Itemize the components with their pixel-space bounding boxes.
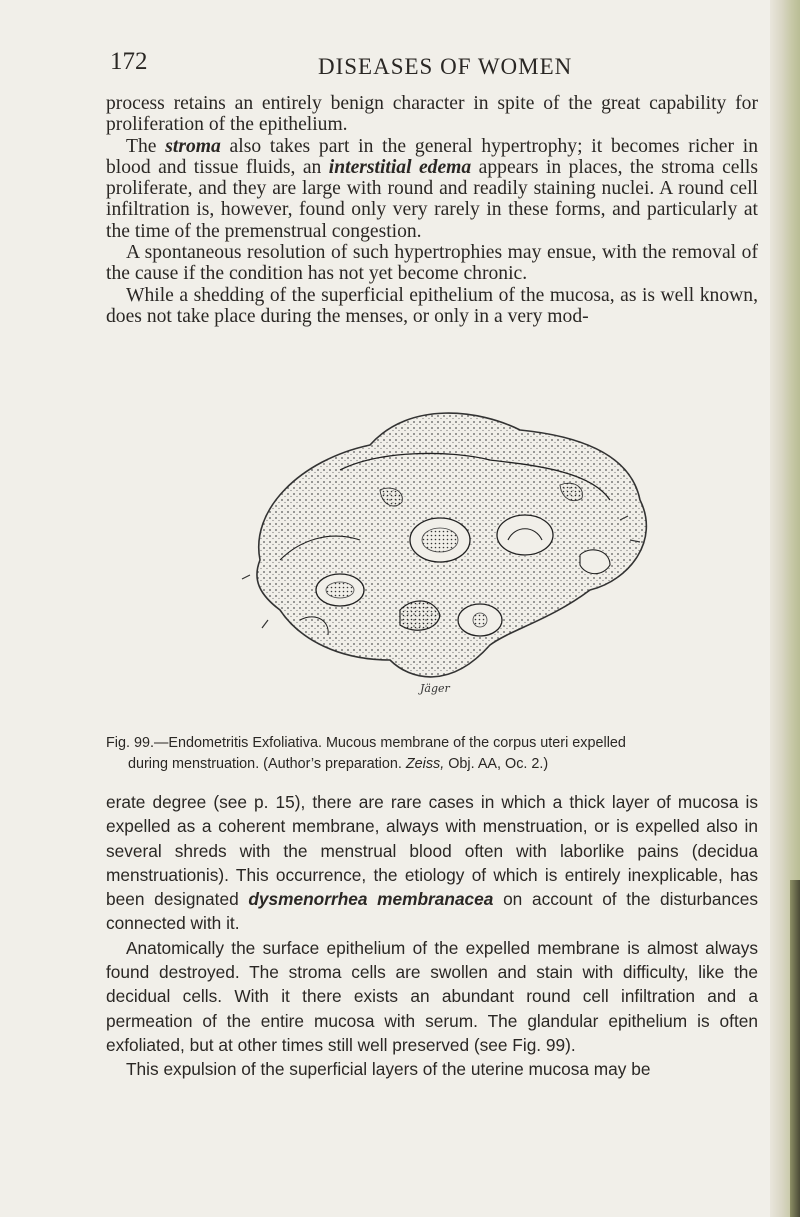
artist-signature: Jäger [420,682,450,695]
figure-caption [106,733,758,775]
caption-line-1: Fig. 99.—Endometritis Exfoliativa. Mucous membrane of the corpus uteri expelled [106,735,626,751]
page-header [110,48,760,82]
paragraph-3: A spontaneous resolution of such hypertrophies may ensue, with the removal of the cause if the condition has not yet become chronic. [106,242,758,285]
page-number: 172 [110,48,148,75]
paragraph-6: Anatomically the surface epithelium of the expelled membrane is almost always found destroyed. The stroma cells are swollen and stain with difficulty, like the decidual cells. With it there exists an abundant round cell infiltration and a permeation of the entire mucosa with serum. The glandular epithelium is often exfoliated, but at other times still well preserved (see Fig. 99). [106,937,758,1055]
page-edge-dark [790,880,800,1217]
paragraph-7: This expulsion of the superficial layers of the uterine mucosa may be [126,1059,651,1080]
paragraph-4: While a shedding of the superficial epithelium of the mucosa, as is well known, does not take place during the menses, or only in a very mod- [106,284,758,327]
histology-drawing [190,390,670,710]
paragraph-2: The stroma also takes part in the general hypertrophy; it becomes richer in blood and tissue fluids, an interstitial edema appears in places, the stroma cells proliferate, and they are large with round and readily staining nuclei. A round cell infiltration is, however, found only very rarely in these forms, and particularly at the time of the premenstrual congestion. [106,135,758,242]
paragraph-1: process retains an entirely benign character in spite of the great capability for proliferation of the epithelium. [106,93,758,136]
term-interstitial-edema: interstitial edema [328,156,472,178]
term-dysmenorrhea-membranacea: dysmenorrhea membranacea [248,889,494,910]
upper-body-text [106,93,758,327]
caption-microscope: Zeiss, [405,756,445,772]
figure-99-illustration [190,390,670,710]
lower-body-text [106,790,758,1082]
running-head: DISEASES OF WOMEN [318,54,573,79]
paragraph-5: erate degree (see p. 15), there are rare cases in which a thick layer of mucosa is expelled as a coherent membrane, always with menstruation, or is expelled also in several shreds with the menstrual blood often with laborlike pains (decidua menstruationis). This occurrence, the etiology of which is entirely inexplicable, has been designated dysmenorrhea membranacea on account of the disturbances connected with it. [106,792,758,934]
term-stroma: stroma [165,135,221,157]
caption-line-2: during menstruation. (Author’s preparation. Zeiss, Obj. AA, Oc. 2.) [128,756,549,772]
